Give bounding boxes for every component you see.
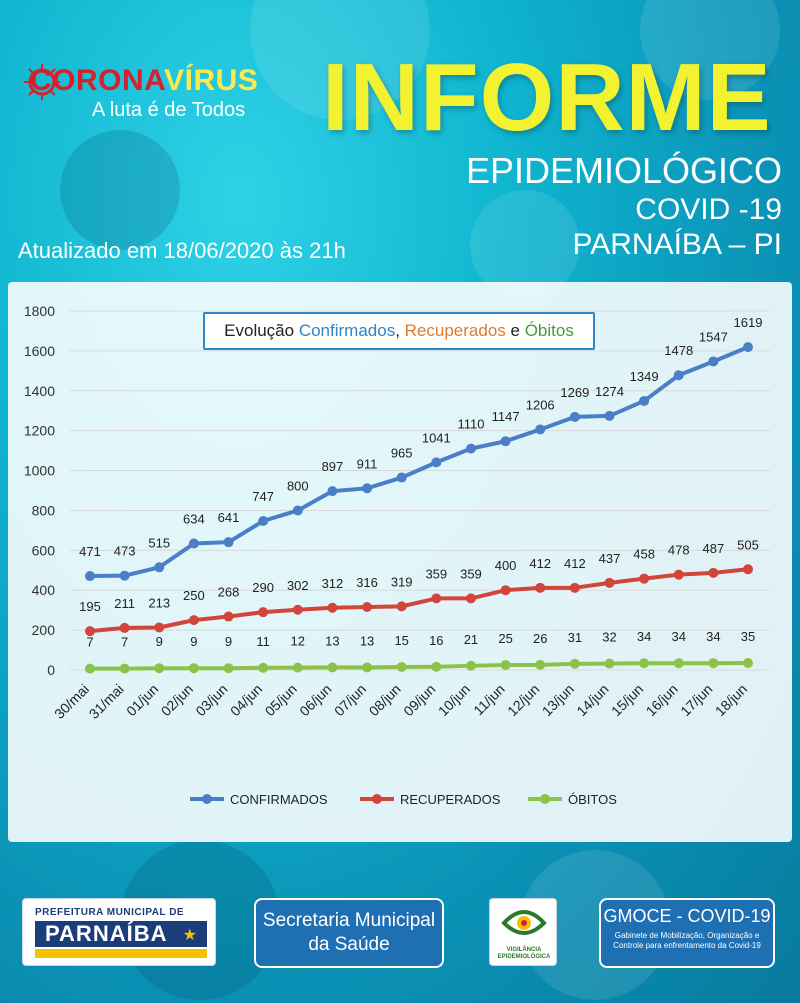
y-tick-label: 200 xyxy=(31,622,55,639)
x-tick-label: 03/jun xyxy=(192,680,231,720)
data-point xyxy=(674,658,684,668)
legend-swatch-dot xyxy=(540,794,550,804)
data-label: 747 xyxy=(252,489,275,505)
data-label: 634 xyxy=(183,511,205,527)
x-tick-label: 02/jun xyxy=(157,680,197,720)
data-label: 35 xyxy=(740,629,756,645)
data-point xyxy=(708,658,718,668)
legend-swatch-dot xyxy=(202,794,212,804)
data-point xyxy=(224,612,234,622)
vigilancia-icon xyxy=(490,899,558,947)
x-tick-label: 17/jun xyxy=(677,680,716,720)
prefeitura-logo xyxy=(22,898,216,966)
data-point xyxy=(501,585,511,595)
chart-title-recuperados: Recuperados xyxy=(404,321,506,340)
y-tick-label: 400 xyxy=(31,582,55,599)
data-label: 437 xyxy=(598,550,621,566)
covid-label: COVID -19 xyxy=(635,193,782,226)
y-tick-label: 1200 xyxy=(23,422,55,439)
data-label: 211 xyxy=(114,595,135,611)
data-label: 911 xyxy=(356,456,378,472)
data-label: 11 xyxy=(256,633,270,649)
x-tick-label: 15/jun xyxy=(607,680,647,720)
data-label: 34 xyxy=(671,629,686,645)
data-point xyxy=(604,578,614,588)
x-tick-label: 01/jun xyxy=(123,680,162,720)
data-label: 359 xyxy=(460,566,482,582)
data-point xyxy=(639,396,649,406)
chart-title xyxy=(203,312,595,350)
x-tick-label: 06/jun xyxy=(296,680,335,720)
data-label: 13 xyxy=(325,633,340,649)
data-label: 9 xyxy=(155,634,163,650)
x-tick-label: 04/jun xyxy=(226,680,266,720)
x-tick-label: 07/jun xyxy=(330,680,370,720)
data-label: 458 xyxy=(633,546,655,562)
data-point xyxy=(154,663,164,673)
data-point xyxy=(431,457,441,467)
data-label: 641 xyxy=(217,510,240,526)
logo-part2: VÍRUS xyxy=(164,64,259,97)
x-tick-label: 08/jun xyxy=(365,680,404,720)
x-tick-label: 31/mai xyxy=(85,680,127,722)
data-point xyxy=(362,662,372,672)
data-point xyxy=(431,662,441,672)
data-label: 312 xyxy=(321,575,344,591)
y-tick-label: 1800 xyxy=(23,303,55,319)
chart-title-prefix: Evolução xyxy=(224,321,299,340)
data-label: 319 xyxy=(390,574,413,590)
data-point xyxy=(293,663,303,673)
y-tick-label: 1600 xyxy=(23,342,55,359)
data-point xyxy=(154,562,164,572)
chart-title-sep1: , xyxy=(395,321,405,340)
data-point xyxy=(120,623,130,633)
data-label: 7 xyxy=(121,634,129,650)
data-point xyxy=(743,342,753,352)
data-label: 34 xyxy=(706,629,721,645)
data-point xyxy=(397,473,407,483)
y-tick-label: 600 xyxy=(31,542,55,559)
data-label: 1110 xyxy=(457,416,485,432)
chart-title-obitos: Óbitos xyxy=(524,321,574,340)
x-tick-label: 16/jun xyxy=(642,680,681,720)
updated-timestamp: Atualizado em 18/06/2020 às 21h xyxy=(18,238,346,263)
page-title: INFORME xyxy=(322,44,772,151)
data-label: 1269 xyxy=(560,384,590,400)
data-label: 515 xyxy=(148,535,171,551)
data-point xyxy=(327,662,337,672)
data-label: 16 xyxy=(429,632,444,648)
data-label: 1547 xyxy=(698,329,728,345)
data-label: 32 xyxy=(602,629,617,645)
series-line-2 xyxy=(90,663,748,669)
data-label: 316 xyxy=(356,574,378,590)
data-label: 290 xyxy=(252,580,275,596)
x-tick-label: 12/jun xyxy=(504,680,543,720)
data-point xyxy=(397,662,407,672)
x-tick-label: 14/jun xyxy=(573,680,612,720)
data-point xyxy=(120,664,130,674)
data-label: 473 xyxy=(113,543,136,559)
data-point xyxy=(327,603,337,613)
data-label: 1349 xyxy=(629,368,659,384)
legend-label: ÓBITOS xyxy=(568,792,617,807)
secretaria-line2: da Saúde xyxy=(308,934,390,955)
x-tick-label: 18/jun xyxy=(711,680,751,720)
data-point xyxy=(397,601,407,611)
data-label: 1041 xyxy=(421,430,451,446)
data-point xyxy=(362,483,372,493)
data-point xyxy=(120,571,130,581)
x-tick-label: 11/jun xyxy=(470,680,508,719)
data-point xyxy=(535,583,545,593)
data-point xyxy=(154,623,164,633)
secretaria-badge xyxy=(254,898,444,968)
data-point xyxy=(258,663,268,673)
data-point xyxy=(258,516,268,526)
data-point xyxy=(362,602,372,612)
gmoce-subtitle: Gabinete de Mobilização, Organização e Controle para enfrentamento da Covid-19 xyxy=(613,931,761,951)
data-point xyxy=(224,537,234,547)
gmoce-badge xyxy=(599,898,775,968)
data-point xyxy=(639,574,649,584)
legend-swatch-dot xyxy=(372,794,382,804)
data-point xyxy=(743,658,753,668)
chart-title-sep2: e xyxy=(505,321,525,340)
data-point xyxy=(604,659,614,669)
data-point xyxy=(604,411,614,421)
data-point xyxy=(535,424,545,434)
data-point xyxy=(189,615,199,625)
data-point xyxy=(570,412,580,422)
data-label: 31 xyxy=(567,629,583,645)
data-label: 213 xyxy=(148,595,171,611)
star-icon: ★ xyxy=(182,927,197,944)
vigilancia-logo xyxy=(489,898,557,966)
data-point xyxy=(293,505,303,515)
data-point xyxy=(674,370,684,380)
data-label: 13 xyxy=(359,633,375,649)
data-label: 1478 xyxy=(664,343,694,359)
data-label: 21 xyxy=(463,631,479,647)
y-tick-label: 0 xyxy=(47,662,55,678)
data-label: 471 xyxy=(79,544,101,560)
data-point xyxy=(743,564,753,574)
page-subtitle: EPIDEMIOLÓGICO xyxy=(465,150,782,191)
data-label: 1206 xyxy=(525,397,555,413)
x-tick-label: 09/jun xyxy=(400,680,439,720)
data-label: 359 xyxy=(425,566,448,582)
data-point xyxy=(189,539,199,549)
data-label: 1274 xyxy=(595,383,624,399)
x-tick-label: 30/mai xyxy=(51,680,93,722)
data-point xyxy=(501,660,511,670)
data-point xyxy=(85,571,95,581)
logo-subtitle: A luta é de Todos xyxy=(92,99,246,121)
data-label: 302 xyxy=(286,577,309,593)
data-point xyxy=(258,607,268,617)
data-point xyxy=(674,570,684,580)
vigilancia-label: VIGILÂNCIA EPIDEMIOLÓGICA xyxy=(497,947,551,960)
data-point xyxy=(570,583,580,593)
prefeitura-label: PREFEITURA MUNICIPAL DE xyxy=(35,907,185,918)
data-label: 478 xyxy=(667,542,690,558)
location-label: PARNAÍBA – PI xyxy=(572,228,782,261)
data-label: 12 xyxy=(290,633,306,649)
secretaria-line1: Secretaria Municipal xyxy=(262,910,436,932)
data-point xyxy=(85,664,95,674)
data-label: 1619 xyxy=(733,315,763,331)
data-point xyxy=(708,568,718,578)
data-point xyxy=(570,659,580,669)
data-point xyxy=(639,658,649,668)
y-tick-label: 1400 xyxy=(23,382,55,399)
data-label: 487 xyxy=(702,540,725,556)
data-point xyxy=(293,605,303,615)
data-label: 897 xyxy=(321,459,344,475)
x-tick-label: 05/jun xyxy=(261,680,300,720)
data-point xyxy=(501,436,511,446)
data-label: 965 xyxy=(390,445,413,461)
x-tick-label: 10/jun xyxy=(434,680,474,720)
data-label: 26 xyxy=(532,630,548,646)
data-label: 412 xyxy=(563,555,586,571)
logo-part1: CORONA xyxy=(30,64,165,97)
data-label: 34 xyxy=(636,629,652,645)
data-point xyxy=(535,660,545,670)
data-point xyxy=(466,661,476,671)
data-label: 412 xyxy=(529,555,552,571)
legend-label: RECUPERADOS xyxy=(400,792,501,807)
data-point xyxy=(189,663,199,673)
data-point xyxy=(466,444,476,454)
flag-stripe xyxy=(35,949,207,958)
data-label: 9 xyxy=(190,634,198,650)
chart-title-confirmados: Confirmados xyxy=(298,321,396,340)
data-label: 195 xyxy=(79,599,101,615)
data-point xyxy=(327,486,337,496)
data-point xyxy=(224,663,234,673)
data-point xyxy=(466,593,476,603)
y-tick-label: 1000 xyxy=(23,462,55,479)
legend-label: CONFIRMADOS xyxy=(230,792,328,807)
data-label: 800 xyxy=(286,478,309,494)
prefeitura-name: PARNAÍBA xyxy=(35,921,207,947)
data-label: 250 xyxy=(183,588,205,604)
x-tick-label: 13/jun xyxy=(538,680,577,720)
data-label: 15 xyxy=(394,633,409,649)
data-point xyxy=(431,593,441,603)
data-point xyxy=(708,356,718,366)
data-label: 505 xyxy=(737,537,759,553)
data-label: 25 xyxy=(498,631,513,647)
data-label: 1147 xyxy=(491,409,520,425)
data-label: 400 xyxy=(494,558,517,574)
data-label: 9 xyxy=(224,634,233,650)
data-label: 7 xyxy=(86,634,94,650)
data-label: 268 xyxy=(217,584,240,600)
gmoce-title: GMOCE - COVID-19 xyxy=(603,906,771,926)
y-tick-label: 800 xyxy=(31,502,55,519)
